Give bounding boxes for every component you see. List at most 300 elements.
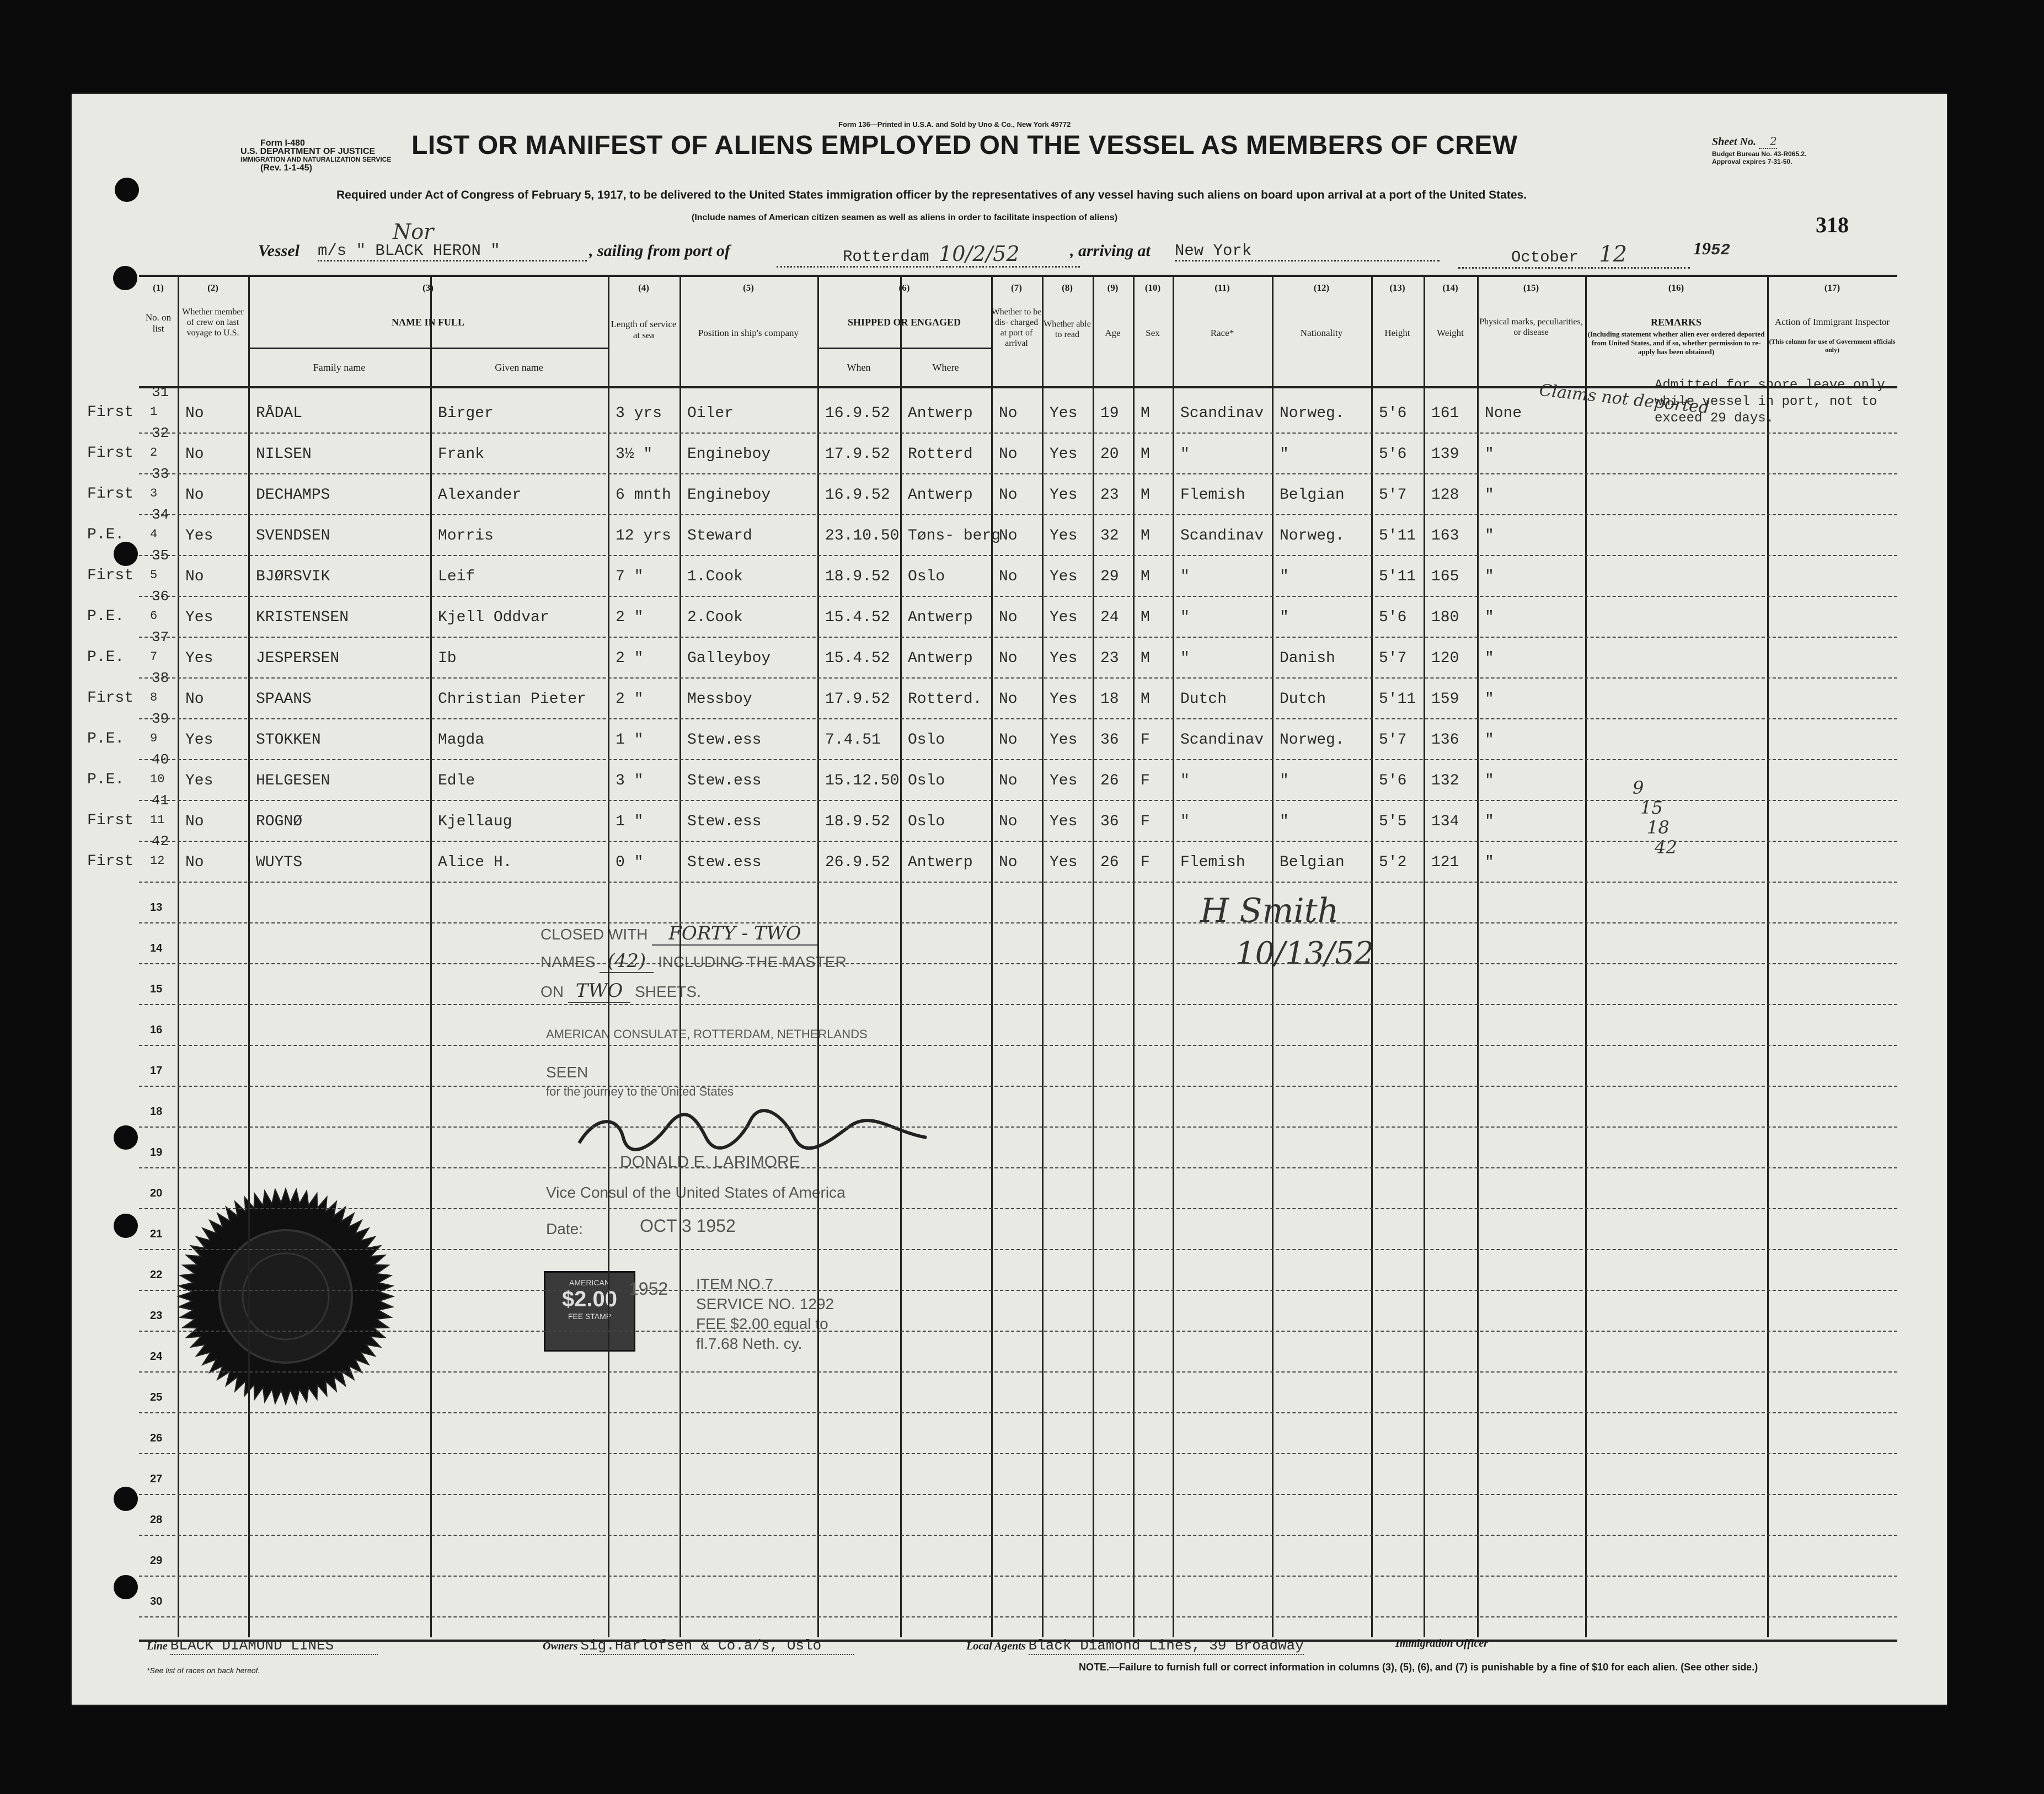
cell-where: Tøns- berg <box>908 527 1001 544</box>
cell-read: Yes <box>1050 813 1078 830</box>
cell-wt: 139 <box>1431 446 1459 463</box>
cell-len: 0 " <box>616 854 644 871</box>
form-subtitle: Required under Act of Congress of February 5, 1917, to be delivered to the United States immigration officer by the representatives of any vessel having such aliens on board upon arrival at a port of the United States. <box>336 189 1527 201</box>
empty-row-number: 21 <box>150 1228 163 1240</box>
date-label: Date: <box>546 1220 583 1237</box>
cell-where: Rotterd <box>908 446 973 463</box>
row-number: 3 <box>150 487 158 500</box>
cell-when: 26.9.52 <box>825 854 890 871</box>
cell-phys: " <box>1485 609 1494 626</box>
cell-age: 26 <box>1100 772 1119 789</box>
row-rule <box>139 1208 1897 1209</box>
row-sequence: 42 <box>152 833 169 850</box>
cell-sex: M <box>1141 446 1150 463</box>
column-rule <box>900 276 902 1637</box>
cell-phys: " <box>1485 772 1494 789</box>
cell-sex: F <box>1141 854 1150 871</box>
cell-phys: " <box>1485 854 1494 871</box>
cell-sex: M <box>1141 691 1150 708</box>
header-subrule <box>248 348 608 349</box>
row-rule <box>139 1126 1897 1128</box>
consul-title: Vice Consul of the United States of America <box>546 1184 846 1201</box>
cell-len: 2 " <box>616 650 644 667</box>
row-class: P.E. <box>87 771 125 788</box>
col-action: Action of Immigrant Inspector <box>1774 317 1890 327</box>
cell-ht: 5'11 <box>1379 691 1416 708</box>
cell-wt: 159 <box>1431 691 1459 708</box>
cell-dis: No <box>999 650 1018 667</box>
fee-stamp-year: 1952 <box>629 1279 668 1299</box>
closing-statement: CLOSED WITH FORTY - TWO <box>541 922 817 944</box>
row-class: P.E. <box>87 526 125 543</box>
cell-sex: F <box>1141 732 1150 749</box>
empty-row-number: 18 <box>150 1106 163 1118</box>
column-rule <box>1272 276 1274 1637</box>
col-nationality: Nationality <box>1300 328 1343 338</box>
vessel-label: Vessel <box>258 242 299 260</box>
row-class: P.E. <box>87 608 125 625</box>
column-rule <box>430 276 432 1637</box>
column-number: (12) <box>1313 282 1330 293</box>
cell-sex: F <box>1141 772 1150 789</box>
cell-wt: 180 <box>1431 609 1459 626</box>
empty-row-number: 24 <box>150 1350 163 1363</box>
row-sequence: 32 <box>152 425 169 441</box>
row-number: 10 <box>150 772 165 786</box>
column-number: (4) <box>638 282 649 293</box>
cell-ht: 5'6 <box>1379 772 1407 789</box>
row-rule <box>139 922 1897 923</box>
column-rule <box>178 276 179 1637</box>
row-rule <box>139 1167 1897 1168</box>
row-rule <box>139 882 1897 883</box>
cell-dis: No <box>999 813 1018 830</box>
cell-ht: 5'7 <box>1379 487 1407 504</box>
cell-phys: " <box>1485 691 1494 708</box>
cell-len: 2 " <box>616 609 644 626</box>
row-rule <box>139 1371 1897 1373</box>
cell-wt: 165 <box>1431 568 1459 585</box>
cell-nat: " <box>1280 772 1289 789</box>
cell-wt: 163 <box>1431 527 1459 544</box>
cell-given: Birger <box>438 405 494 422</box>
column-rule <box>1133 276 1135 1637</box>
cell-family: KRISTENSEN <box>256 609 349 626</box>
cell-read: Yes <box>1050 568 1078 585</box>
cell-pos: Engineboy <box>687 446 771 463</box>
row-rule <box>139 677 1897 679</box>
cell-len: 1 " <box>616 813 644 830</box>
column-rule <box>1093 276 1094 1637</box>
inspector-signature: H Smith <box>1200 891 1339 930</box>
arrival-date: October 12 <box>1458 242 1690 269</box>
cell-pos: Engineboy <box>687 487 771 504</box>
cell-age: 32 <box>1100 527 1119 544</box>
seen-label: SEEN <box>546 1064 588 1081</box>
cell-prev: No <box>185 487 204 504</box>
cell-len: 6 mnth <box>616 487 671 504</box>
cell-age: 18 <box>1100 691 1119 708</box>
cell-race: Scandinav <box>1180 405 1264 422</box>
column-number: (8) <box>1062 282 1073 293</box>
cell-prev: No <box>185 691 204 708</box>
cell-len: 7 " <box>616 568 644 585</box>
footer-owners: Owners Sig.Harlofsen & Co.a/s, Oslo <box>543 1637 854 1654</box>
row-class: First <box>87 485 134 503</box>
row-rule <box>139 1249 1897 1250</box>
cell-where: Antwerp <box>908 405 973 422</box>
row-class: P.E. <box>87 730 125 748</box>
row-rule <box>139 718 1897 719</box>
empty-row-number: 30 <box>150 1595 163 1608</box>
header-rule <box>139 386 1897 388</box>
cell-prev: No <box>185 854 204 871</box>
cell-nat: Belgian <box>1280 854 1345 871</box>
cell-prev: Yes <box>185 772 213 789</box>
column-number: (14) <box>1442 282 1458 293</box>
column-number: (1) <box>153 282 164 293</box>
header-subrule <box>817 348 991 349</box>
cell-race: Flemish <box>1180 487 1245 504</box>
cell-dis: No <box>999 609 1018 626</box>
cell-wt: 161 <box>1431 405 1459 422</box>
cell-age: 24 <box>1100 609 1119 626</box>
row-rule <box>139 1331 1897 1332</box>
cell-where: Antwerp <box>908 487 973 504</box>
cell-age: 23 <box>1100 650 1119 667</box>
cell-phys: " <box>1485 732 1494 749</box>
empty-row-number: 27 <box>150 1473 163 1485</box>
date-value: OCT 3 1952 <box>640 1216 736 1236</box>
cell-race: " <box>1180 813 1190 830</box>
journey-note: for the journey to the United States <box>546 1085 734 1098</box>
cell-pos: Stew.ess <box>687 854 762 871</box>
cell-len: 2 " <box>616 691 644 708</box>
cell-race: Scandinav <box>1180 527 1264 544</box>
cell-when: 16.9.52 <box>825 405 890 422</box>
cell-pos: Stew.ess <box>687 732 762 749</box>
cell-race: " <box>1180 446 1190 463</box>
row-number: 12 <box>150 854 165 868</box>
row-sequence: 41 <box>152 792 169 809</box>
column-rule <box>1767 276 1769 1637</box>
empty-row-number: 29 <box>150 1555 163 1567</box>
col-race: Race* <box>1210 328 1234 338</box>
cell-family: DECHAMPS <box>256 487 330 504</box>
punch-hole <box>113 266 137 290</box>
punch-hole <box>114 542 138 566</box>
cell-age: 36 <box>1100 813 1119 830</box>
cell-len: 3½ " <box>616 446 653 463</box>
footer-officer: Immigration Officer <box>1395 1637 1488 1649</box>
punch-hole <box>114 1487 138 1511</box>
row-sequence: 39 <box>152 711 169 727</box>
empty-row-number: 26 <box>150 1432 163 1444</box>
cell-where: Oslo <box>908 772 945 789</box>
arriving-label: , arriving at <box>1070 242 1151 260</box>
closing-sheets: ON TWO SHEETS. <box>541 980 701 1002</box>
row-rule <box>139 473 1897 474</box>
row-sequence: 34 <box>152 506 169 523</box>
cell-when: 18.9.52 <box>825 813 890 830</box>
column-number: (6) <box>898 282 910 293</box>
cell-given: Morris <box>438 527 494 544</box>
row-rule <box>139 1535 1897 1536</box>
cell-sex: M <box>1141 405 1150 422</box>
cell-prev: Yes <box>185 650 213 667</box>
col-remarks: REMARKS <box>1650 317 1701 328</box>
cell-dis: No <box>999 772 1018 789</box>
row-class: P.E. <box>87 649 125 666</box>
row-rule <box>139 1616 1897 1617</box>
cell-age: 19 <box>1100 405 1119 422</box>
cell-family: NILSEN <box>256 446 312 463</box>
empty-row-number: 19 <box>150 1146 163 1158</box>
cell-read: Yes <box>1050 446 1078 463</box>
cell-sex: M <box>1141 527 1150 544</box>
sailing-label: , sailing from port of <box>589 242 730 260</box>
cell-read: Yes <box>1050 609 1078 626</box>
cell-sex: F <box>1141 813 1150 830</box>
penalty-note: NOTE.—Failure to furnish full or correct information in columns (3), (5), (6), and (7) is punishable by a fine of $10 for each alien. (See other side.) <box>1079 1662 1758 1673</box>
cell-prev: Yes <box>185 527 213 544</box>
budget-bureau: Budget Bureau No. 43-R065.2. Approval expires 7-31-50. <box>1712 150 1807 165</box>
cell-wt: 132 <box>1431 772 1459 789</box>
column-number: (9) <box>1107 282 1119 293</box>
empty-row-number: 20 <box>150 1187 163 1199</box>
cell-ht: 5'2 <box>1379 854 1407 871</box>
row-rule <box>139 433 1897 434</box>
col-whether-member: Whether member of crew on last voyage to U.S. <box>182 307 244 338</box>
consul-name: DONALD E. LARIMORE <box>620 1153 800 1171</box>
cell-age: 20 <box>1100 446 1119 463</box>
row-rule <box>139 555 1897 556</box>
cell-family: RÅDAL <box>256 405 303 422</box>
cell-age: 36 <box>1100 732 1119 749</box>
col-length-service: Length of service at sea <box>611 319 677 340</box>
col-no-on-list: No. on list <box>145 312 172 334</box>
cell-when: 15.4.52 <box>825 650 890 667</box>
cell-prev: No <box>185 813 204 830</box>
cell-where: Oslo <box>908 813 945 830</box>
cell-where: Antwerp <box>908 650 973 667</box>
column-rule <box>991 276 993 1637</box>
arrival-year: 1952 <box>1693 238 1730 259</box>
col-remarks-note: (Including statement whether alien ever ordered deported from United States, and if so, whether permission to re-apply has been obtained) <box>1587 330 1765 356</box>
cell-nat: Belgian <box>1280 487 1345 504</box>
row-rule <box>139 1576 1897 1577</box>
cell-given: Leif <box>438 568 475 585</box>
column-number: (16) <box>1668 282 1684 293</box>
cell-read: Yes <box>1050 772 1078 789</box>
cell-nat: Norweg. <box>1280 732 1345 749</box>
cell-given: Alice H. <box>438 854 512 871</box>
row-rule <box>139 759 1897 760</box>
page-number: 318 <box>1816 212 1849 237</box>
col-family-name: Family name <box>313 362 366 373</box>
cell-ht: 5'7 <box>1379 650 1407 667</box>
cell-nat: Norweg. <box>1280 527 1345 544</box>
cell-phys: " <box>1485 487 1494 504</box>
cell-family: BJØRSVIK <box>256 568 330 585</box>
cell-dis: No <box>999 405 1018 422</box>
cell-read: Yes <box>1050 732 1078 749</box>
row-number: 11 <box>150 813 165 827</box>
sailing-port: Rotterdam 10/2/52 <box>777 242 1080 268</box>
cell-read: Yes <box>1050 650 1078 667</box>
column-number: (13) <box>1389 282 1405 293</box>
empty-row-number: 17 <box>150 1065 163 1077</box>
cell-sex: M <box>1141 487 1150 504</box>
cell-given: Kjell Oddvar <box>438 609 549 626</box>
cell-pos: Steward <box>687 527 752 544</box>
cell-phys: " <box>1485 650 1494 667</box>
cell-read: Yes <box>1050 854 1078 871</box>
cell-where: Antwerp <box>908 609 973 626</box>
cell-when: 7.4.51 <box>825 732 881 749</box>
cell-when: 23.10.50 <box>825 527 900 544</box>
cell-race: Flemish <box>1180 854 1245 871</box>
empty-row-number: 22 <box>150 1269 163 1281</box>
cell-dis: No <box>999 446 1018 463</box>
empty-row-number: 28 <box>150 1514 163 1526</box>
row-sequence: 33 <box>152 466 169 482</box>
cell-when: 18.9.52 <box>825 568 890 585</box>
column-rule <box>1042 276 1044 1637</box>
col-shipped-engaged: SHIPPED OR ENGAGED <box>847 317 961 328</box>
cell-phys: None <box>1485 405 1522 422</box>
cell-given: Edle <box>438 772 475 789</box>
cell-read: Yes <box>1050 487 1078 504</box>
cell-read: Yes <box>1050 691 1078 708</box>
column-rule <box>817 276 819 1637</box>
cell-pos: 2.Cook <box>687 609 743 626</box>
cell-nat: " <box>1280 813 1289 830</box>
cell-dis: No <box>999 568 1018 585</box>
closing-names: NAMES (42) INCLUDING THE MASTER <box>541 950 847 972</box>
col-sex: Sex <box>1146 328 1160 338</box>
cell-family: ROGNØ <box>256 813 303 830</box>
column-rule <box>248 276 250 1637</box>
cell-when: 15.12.50 <box>825 772 900 789</box>
row-rule <box>139 1494 1897 1495</box>
empty-row-number: 25 <box>150 1391 163 1403</box>
cell-dis: No <box>999 732 1018 749</box>
cell-when: 16.9.52 <box>825 487 890 504</box>
races-note: *See list of races on back hereof. <box>147 1666 260 1675</box>
cell-race: " <box>1180 568 1190 585</box>
empty-row-number: 14 <box>150 942 163 954</box>
col-physical-marks: Physical marks, peculiarities, or disease <box>1479 317 1583 337</box>
fee-stamp: AMERICAN $2.00 FEE STAMP <box>544 1271 635 1352</box>
col-discharged: Whether to be dis- charged at port of arrival <box>991 307 1042 348</box>
cell-given: Magda <box>438 732 485 749</box>
row-rule <box>139 963 1897 964</box>
cell-given: Ib <box>438 650 457 667</box>
footer-agents: Local Agents Black Diamond Lines, 39 Broadway <box>966 1637 1304 1654</box>
cell-phys: " <box>1485 527 1494 544</box>
cell-given: Christian Pieter <box>438 691 586 708</box>
row-sequence: 31 <box>152 384 169 401</box>
col-age: Age <box>1105 328 1121 338</box>
remark-claims-handwritten: Claims not deported <box>1538 380 1710 418</box>
cell-pos: Stew.ess <box>687 772 762 789</box>
cell-wt: 134 <box>1431 813 1459 830</box>
printer-line: Form 136—Printed in U.S.A. and Sold by Uno & Co., New York 49772 <box>838 120 1071 129</box>
empty-row-number: 13 <box>150 901 163 914</box>
empty-row-number: 23 <box>150 1310 163 1322</box>
row-number: 7 <box>150 650 158 664</box>
cell-nat: Dutch <box>1280 691 1326 708</box>
cell-age: 29 <box>1100 568 1119 585</box>
column-rule <box>1424 276 1425 1637</box>
cell-ht: 5'6 <box>1379 405 1407 422</box>
cell-nat: " <box>1280 446 1289 463</box>
row-rule <box>139 514 1897 515</box>
cell-prev: No <box>185 446 204 463</box>
column-number: (7) <box>1011 282 1022 293</box>
cell-when: 17.9.52 <box>825 691 890 708</box>
cell-race: " <box>1180 650 1190 667</box>
cell-nat: " <box>1280 609 1289 626</box>
col-action-note: (This column for use of Government officials only) <box>1769 338 1896 354</box>
cell-family: SVENDSEN <box>256 527 330 544</box>
sheet-number: Sheet No. 2 <box>1712 135 1777 148</box>
cell-when: 15.4.52 <box>825 609 890 626</box>
row-class: First <box>87 404 134 421</box>
cell-len: 12 yrs <box>616 527 671 544</box>
column-rule <box>1173 276 1174 1637</box>
cell-wt: 121 <box>1431 854 1459 871</box>
arrival-port: New York <box>1175 242 1440 261</box>
consul-signature <box>574 1110 938 1154</box>
column-number: (3) <box>422 282 434 293</box>
fee-details: ITEM NO.7 SERVICE NO. 1292 FEE $2.00 equal to fl.7.68 Neth. cy. <box>696 1275 834 1352</box>
row-sequence: 35 <box>152 547 169 564</box>
row-rule <box>139 596 1897 597</box>
cell-dis: No <box>999 854 1018 871</box>
row-number: 6 <box>150 609 158 623</box>
row-rule <box>139 1004 1897 1005</box>
column-rule <box>1371 276 1373 1637</box>
row-number: 8 <box>150 691 158 704</box>
cell-phys: " <box>1485 813 1494 830</box>
column-number: (11) <box>1214 282 1230 293</box>
col-weight: Weight <box>1437 328 1464 338</box>
row-rule <box>139 1086 1897 1087</box>
row-sequence: 38 <box>152 670 169 686</box>
cell-phys: " <box>1485 568 1494 585</box>
column-rule <box>1477 276 1479 1637</box>
cell-prev: No <box>185 405 204 422</box>
page-title: LIST OR MANIFEST OF ALIENS EMPLOYED ON THE VESSEL AS MEMBERS OF CREW <box>411 131 1518 160</box>
row-number: 4 <box>150 527 158 541</box>
cell-family: HELGESEN <box>256 772 330 789</box>
col-given-name: Given name <box>495 362 543 373</box>
cell-ht: 5'5 <box>1379 813 1407 830</box>
row-class: First <box>87 445 134 462</box>
row-number: 9 <box>150 732 158 745</box>
cell-read: Yes <box>1050 527 1078 544</box>
row-number: 1 <box>150 405 158 419</box>
cell-read: Yes <box>1050 405 1078 422</box>
punch-hole <box>114 1575 138 1599</box>
cell-prev: Yes <box>185 609 213 626</box>
row-sequence: 37 <box>152 629 169 645</box>
punch-hole <box>115 178 139 202</box>
cell-when: 17.9.52 <box>825 446 890 463</box>
cell-prev: No <box>185 568 204 585</box>
